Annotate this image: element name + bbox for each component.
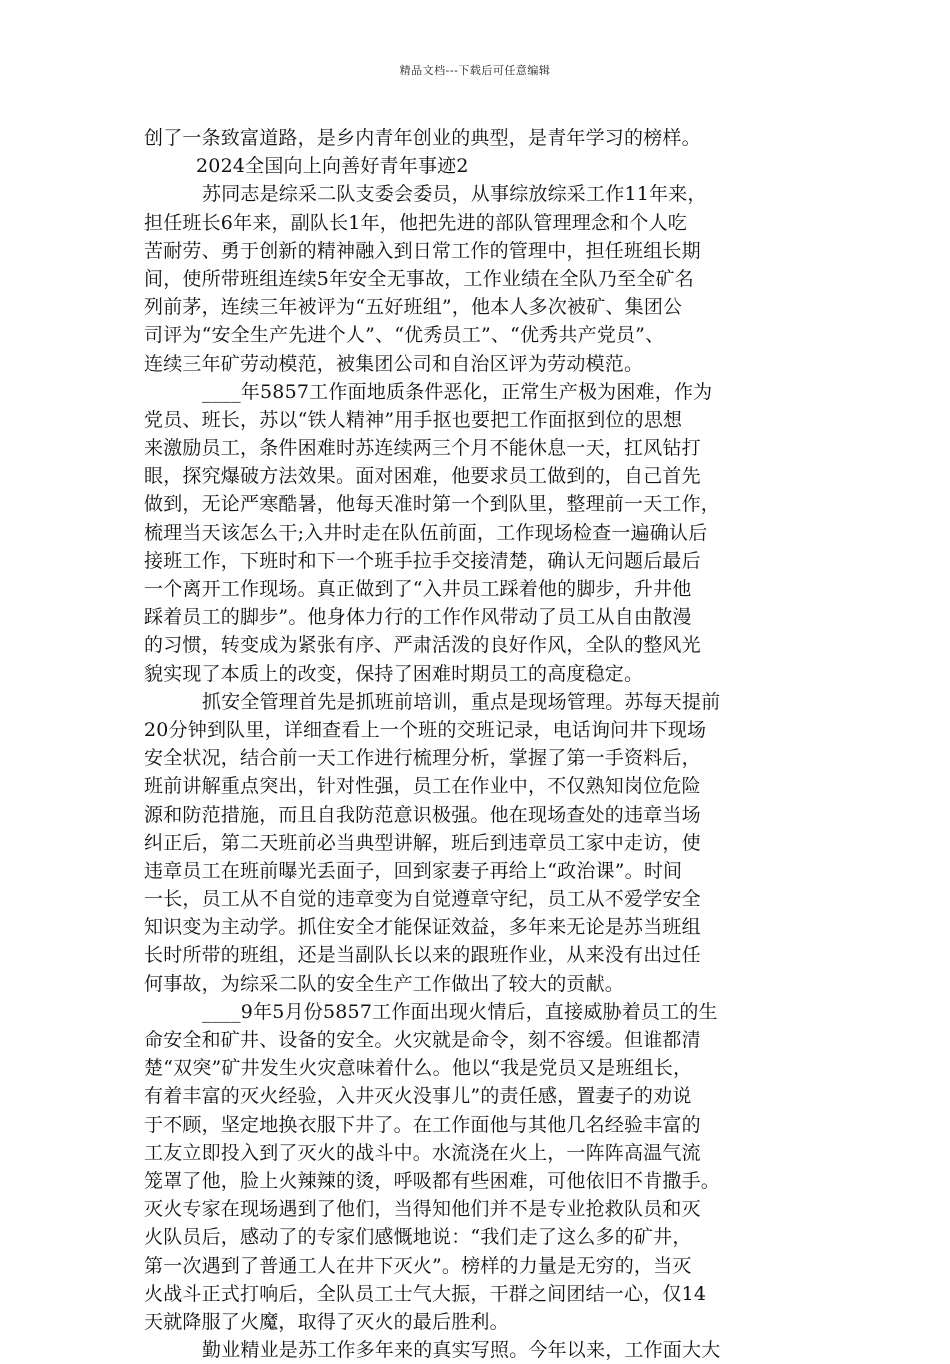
text-line: 的习惯，转变成为紧张有序、严肃活泼的良好作风，全队的整风光	[144, 634, 701, 657]
text-line: 来激励员工，条件困难时苏连续两三个月不能休息一天，扛风钻打	[144, 437, 701, 460]
text-line: 一个离开工作现场。真正做到了“入井员工踩着他的脚步，升井他	[144, 578, 692, 600]
text-line: ____9年5月份5857工作面出现火情后，直接威胁着员工的生	[202, 1000, 718, 1023]
text-line: 20分钟到队里，详细查看上一个班的交班记录，电话询问井下现场	[144, 718, 707, 741]
text-line: 于不顾，坚定地换衣服下井了。在工作面他与其他几名经验丰富的	[144, 1113, 701, 1136]
text-line: 源和防范措施，而且自我防范意识极强。他在现场查处的违章当场	[144, 803, 701, 826]
text-line: 长时所带的班组，还是当副队长以来的跟班作业，从来没有出过任	[144, 944, 701, 967]
text-line: 命安全和矿井、设备的安全。火灾就是命令，刻不容缓。但谁都清	[144, 1029, 701, 1051]
page-header: 精品文档---下载后可任意编辑	[399, 64, 551, 77]
text-line: 火队员后，感动了的专家们感慨地说：“我们走了这么多的矿井，	[144, 1226, 692, 1249]
text-line: 勤业精业是苏工作多年来的真实写照。今年以来，工作面大大	[202, 1339, 721, 1362]
document-body	[144, 124, 804, 1364]
text-line: 眼，探究爆破方法效果。面对困难，他要求员工做到的，自己首先	[144, 465, 701, 488]
text-line: 苦耐劳、勇于创新的精神融入到日常工作的管理中，担任班组长期	[144, 239, 701, 262]
text-line: 安全状况，结合前一天工作进行梳理分析，掌握了第一手资料后，	[144, 747, 701, 770]
text-line: 抓安全管理首先是抓班前培训，重点是现场管理。苏每天提前	[202, 690, 721, 713]
text-line: 灭火专家在现场遇到了他们，当得知他们并不是专业抢救队员和灭	[144, 1198, 701, 1221]
text-line: 列前茅，连续三年被评为“五好班组”，他本人多次被矿、集团公	[144, 296, 683, 319]
text-line: 楚“双突”矿井发生火灾意味着什么。他以“我是党员又是班组长，	[144, 1057, 693, 1080]
text-line: 何事故，为综采二队的安全生产工作做出了较大的贡献。	[144, 972, 625, 995]
text-line: 知识变为主动学。抓住安全才能保证效益，多年来无论是苏当班组	[144, 916, 701, 939]
text-line: 班前讲解重点突出，针对性强，员工在作业中，不仅熟知岗位危险	[144, 775, 701, 798]
text-line: 火战斗正式打响后，全队员工士气大振，干群之间团结一心，仅14	[144, 1282, 707, 1305]
text-line: 间，使所带班组连续5年安全无事故，工作业绩在全队乃至全矿名	[144, 267, 694, 290]
text-line: 担任班长6年来，副队长1年，他把先进的部队管理理念和个人吃	[144, 211, 687, 234]
text-line: 第一次遇到了普通工人在井下灭火”。榜样的力量是无穷的，当灭	[144, 1254, 692, 1277]
text-line: 有着丰富的灭火经验，入井灭火没事儿”的责任感，置妻子的劝说	[144, 1085, 692, 1108]
section-heading: 2024全国向上向善好青年事迹2	[196, 155, 469, 178]
text-line: ____年5857工作面地质条件恶化，正常生产极为困难，作为	[202, 380, 713, 403]
text-line: 天就降服了火魔，取得了灭火的最后胜利。	[144, 1310, 509, 1333]
text-line: 司评为“安全生产先进个人”、“优秀员工”、“优秀共产党员”、	[144, 324, 665, 347]
text-line: 苏同志是综采二队支委会委员，从事综放综采工作11年来，	[202, 183, 707, 206]
text-line: 接班工作，下班时和下一个班手拉手交接清楚，确认无问题后最后	[144, 549, 701, 572]
text-line: 党员、班长，苏以“铁人精神”用手抠也要把工作面抠到位的思想	[144, 408, 683, 431]
text-line: 违章员工在班前曝光丢面子，回到家妻子再给上“政治课”。时间	[144, 859, 683, 882]
text-line: 踩着员工的脚步”。他身体力行的工作作风带动了员工从自由散漫	[144, 606, 692, 629]
text-line: 一长，员工从不自觉的违章变为自觉遵章守纪，员工从不爱学安全	[144, 888, 701, 911]
text-line: 连续三年矿劳动模范，被集团公司和自治区评为劳动模范。	[144, 352, 644, 375]
text-line: 貌实现了本质上的改变，保持了困难时期员工的高度稳定。	[144, 662, 644, 685]
text-line: 创了一条致富道路，是乡内青年创业的典型，是青年学习的榜样。	[144, 127, 701, 149]
text-line: 做到，无论严寒酷暑，他每天准时第一个到队里，整理前一天工作，	[144, 493, 721, 516]
text-line: 笼罩了他，脸上火辣辣的烫，呼吸都有些困难，可他依旧不肯撒手。	[144, 1169, 721, 1192]
text-line: 梳理当天该怎么干;入井时走在队伍前面，工作现场检查一遍确认后	[144, 521, 708, 544]
text-line: 纠正后，第二天班前必当典型讲解，班后到违章员工家中走访，使	[144, 831, 701, 854]
text-line: 工友立即投入到了灭火的战斗中。水流浇在火上，一阵阵高温气流	[144, 1141, 701, 1164]
